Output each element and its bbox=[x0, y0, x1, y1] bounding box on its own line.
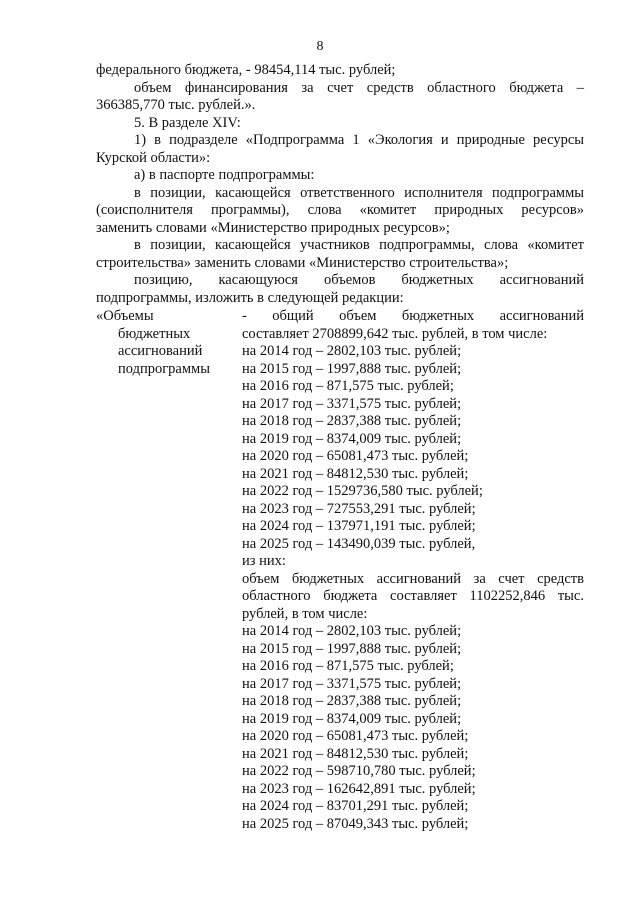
year-total-line: на 2022 год – 1529736,580 тыс. рублей; bbox=[242, 483, 483, 499]
year-total-line: на 2024 год – 137971,191 тыс. рублей; bbox=[242, 518, 476, 534]
year-regional-line: на 2016 год – 871,575 тыс. рублей; bbox=[242, 658, 454, 674]
text-line: 5. В разделе XIV: bbox=[134, 114, 241, 131]
of-them-line: из них: bbox=[242, 553, 286, 569]
year-total-line: на 2015 год – 1997,888 тыс. рублей; bbox=[242, 360, 462, 377]
document-body bbox=[96, 62, 584, 833]
text-line: федерального бюджета, - 98454,114 тыс. рублей; bbox=[96, 62, 396, 78]
year-regional-line: на 2021 год – 84812,530 тыс. рублей; bbox=[242, 745, 469, 762]
text-line: а) в паспорте подпрограммы: bbox=[134, 167, 315, 183]
year-total-line: на 2018 год – 2837,388 тыс. рублей; bbox=[242, 413, 462, 429]
text-line: подпрограммы, изложить в следующей редакции: bbox=[96, 289, 404, 306]
text-line: позицию, касающуюся объемов бюджетных ассигнований bbox=[134, 272, 584, 288]
year-total-line: на 2019 год – 8374,009 тыс. рублей; bbox=[242, 430, 462, 447]
regional-intro-line: областного бюджета составляет 1102252,846 тыс. bbox=[242, 588, 584, 604]
year-regional-line: на 2020 год – 65081,473 тыс. рублей; bbox=[242, 728, 469, 744]
table-right-column bbox=[242, 308, 584, 833]
text-line: в позиции, касающейся участников подпрограммы, слова «комитет bbox=[134, 237, 584, 253]
year-total-line: на 2025 год – 143490,039 тыс. рублей, bbox=[242, 535, 476, 552]
text-line: 366385,770 тыс. рублей.». bbox=[96, 97, 256, 113]
year-regional-line: на 2015 год – 1997,888 тыс. рублей; bbox=[242, 640, 462, 657]
regional-intro-line: рублей, в том числе: bbox=[242, 605, 368, 622]
year-regional-line: на 2023 год – 162642,891 тыс. рублей; bbox=[242, 780, 476, 797]
text-line: в позиции, касающейся ответственного исполнителя подпрограммы bbox=[134, 184, 584, 201]
year-regional-line: на 2025 год – 87049,343 тыс. рублей; bbox=[242, 815, 469, 832]
year-total-line: на 2021 год – 84812,530 тыс. рублей; bbox=[242, 465, 469, 482]
year-total-line: на 2017 год – 3371,575 тыс. рублей; bbox=[242, 395, 462, 412]
page-number: 8 bbox=[316, 39, 324, 54]
budget-table bbox=[96, 308, 584, 833]
text-line: объем финансирования за счет средств областного бюджета – bbox=[134, 79, 584, 96]
table-left-column bbox=[96, 308, 242, 833]
year-total-line: на 2014 год – 2802,103 тыс. рублей; bbox=[242, 343, 462, 359]
text-line: Курской области»: bbox=[96, 149, 211, 166]
text-line: 1) в подразделе «Подпрограмма 1 «Экология и природные ресурсы bbox=[134, 132, 584, 148]
table-label-line: подпрограммы bbox=[118, 360, 210, 377]
total-intro-line: составляет 2708899,642 тыс. рублей, в том числе: bbox=[242, 325, 548, 342]
table-label-line: «Объемы bbox=[96, 308, 154, 324]
text-line: (соисполнителя программы), слова «комитет природных ресурсов» bbox=[96, 202, 584, 218]
year-regional-line: на 2019 год – 8374,009 тыс. рублей; bbox=[242, 710, 462, 727]
total-intro-line: - общий объем бюджетных ассигнований bbox=[242, 308, 584, 324]
text-line: заменить словами «Министерство природных ресурсов»; bbox=[96, 219, 450, 236]
regional-intro-line: объем бюджетных ассигнований за счет средств bbox=[242, 570, 584, 587]
year-total-line: на 2020 год – 65081,473 тыс. рублей; bbox=[242, 448, 469, 464]
year-total-line: на 2023 год – 727553,291 тыс. рублей; bbox=[242, 500, 476, 517]
text-line: строительства» заменить словами «Министерство строительства»; bbox=[96, 254, 509, 271]
year-regional-line: на 2017 год – 3371,575 тыс. рублей; bbox=[242, 675, 462, 692]
year-regional-line: на 2022 год – 598710,780 тыс. рублей; bbox=[242, 763, 476, 779]
year-regional-line: на 2018 год – 2837,388 тыс. рублей; bbox=[242, 693, 462, 709]
table-label-line: ассигнований bbox=[118, 343, 203, 359]
table-label-line: бюджетных bbox=[118, 325, 191, 342]
year-regional-line: на 2014 год – 2802,103 тыс. рублей; bbox=[242, 623, 462, 639]
year-regional-line: на 2024 год – 83701,291 тыс. рублей; bbox=[242, 798, 469, 814]
year-total-line: на 2016 год – 871,575 тыс. рублей; bbox=[242, 378, 454, 394]
